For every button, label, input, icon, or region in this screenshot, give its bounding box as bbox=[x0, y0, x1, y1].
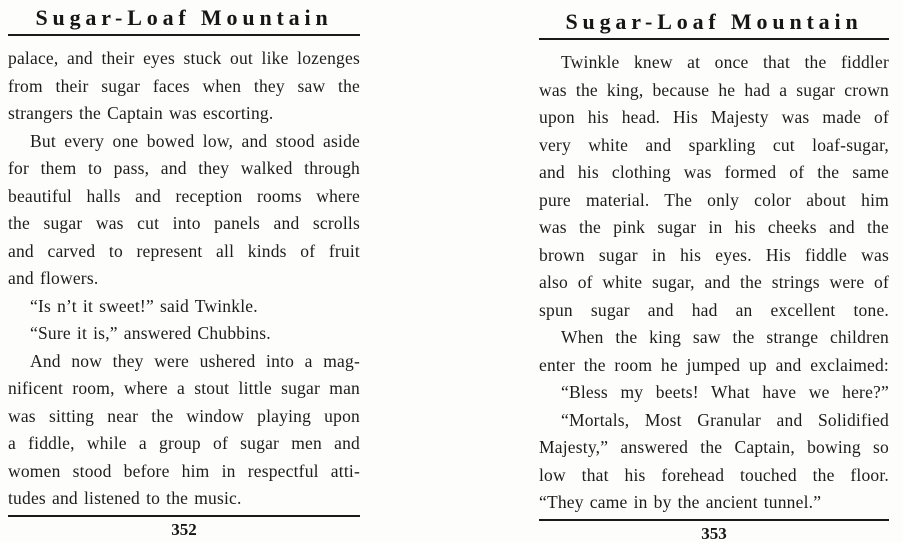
paragraph bbox=[8, 128, 360, 293]
text-line: Majesty,” answered the Captain, bowing so bbox=[539, 437, 889, 457]
footer-rule bbox=[8, 515, 360, 517]
text-line: And now they were ushered into a mag- bbox=[30, 350, 360, 371]
text-line: was the pink sugar in his cheeks and the bbox=[539, 217, 889, 237]
text-line: When the king saw the strange children bbox=[561, 327, 889, 347]
page-body bbox=[8, 45, 360, 513]
text-line: also of white sugar, and the strings were of bbox=[539, 272, 889, 292]
text-line: nificent room, where a stout little sugar man bbox=[8, 378, 360, 398]
text-line: palace, and their eyes stuck out like lozenges bbox=[8, 48, 360, 68]
page-content bbox=[539, 0, 889, 542]
text-line: and his clothing was formed of the same bbox=[539, 162, 889, 182]
text-line: for them to pass, and they walked through bbox=[8, 158, 360, 178]
page-body bbox=[539, 49, 889, 517]
text-line: women stood before him in respectful atti- bbox=[8, 460, 360, 481]
book-page-left bbox=[0, 0, 451, 542]
text-line: “Bless my beets! What have we here?” bbox=[561, 382, 889, 402]
paragraph bbox=[8, 293, 360, 321]
paragraph bbox=[8, 320, 360, 348]
text-line: very white and sparkling cut loaf-sugar, bbox=[539, 134, 889, 155]
paragraph bbox=[8, 348, 360, 513]
footer-rule bbox=[539, 519, 889, 521]
page-number: 352 bbox=[171, 519, 197, 539]
text-line: low that his forehead touched the floor. bbox=[539, 464, 889, 485]
header-rule bbox=[8, 34, 360, 36]
text-line: “Is n’t it sweet!” said Twinkle. bbox=[30, 295, 258, 316]
paragraph bbox=[539, 324, 889, 379]
header-rule bbox=[539, 38, 889, 40]
text-line: was the king, because he had a sugar crown bbox=[539, 79, 889, 100]
text-line: enter the room he jumped up and exclaimed: bbox=[539, 354, 889, 375]
text-line: pure material. The only color about him bbox=[539, 189, 889, 210]
text-line: a fiddle, while a group of sugar men and bbox=[8, 433, 360, 453]
paragraph bbox=[539, 407, 889, 517]
text-line: the sugar was cut into panels and scrolls bbox=[8, 213, 360, 233]
running-head: Sugar-Loaf Mountain bbox=[35, 5, 333, 30]
running-head: Sugar-Loaf Mountain bbox=[565, 9, 863, 34]
text-line: tudes and listened to the music. bbox=[8, 488, 242, 508]
paragraph bbox=[539, 379, 889, 407]
text-line: upon his head. His Majesty was made of bbox=[539, 107, 889, 127]
text-line: Twinkle knew at once that the fiddler bbox=[561, 52, 889, 72]
page-content bbox=[8, 0, 360, 541]
text-line: But every one bowed low, and stood aside bbox=[30, 130, 360, 151]
text-line: beautiful halls and reception rooms where bbox=[8, 185, 360, 206]
text-line: “Mortals, Most Granular and Solidified bbox=[561, 409, 889, 430]
text-line: and flowers. bbox=[8, 268, 99, 288]
text-line: and carved to represent all kinds of fruit bbox=[8, 240, 360, 261]
text-line: “They came in by the ancient tunnel.” bbox=[539, 492, 822, 512]
text-line: “Sure it is,” answered Chubbins. bbox=[30, 323, 271, 343]
text-line: strangers the Captain was escorting. bbox=[8, 103, 274, 123]
book-page-right bbox=[451, 0, 902, 542]
page-number: 353 bbox=[701, 523, 727, 542]
text-line: was sitting near the window playing upon bbox=[8, 405, 360, 426]
text-line: brown sugar in his eyes. His fiddle was bbox=[539, 244, 889, 265]
text-line: spun sugar and had an excellent tone. bbox=[539, 299, 889, 320]
paragraph bbox=[8, 45, 360, 128]
text-line: from their sugar faces when they saw the bbox=[8, 75, 360, 96]
paragraph bbox=[539, 49, 889, 324]
